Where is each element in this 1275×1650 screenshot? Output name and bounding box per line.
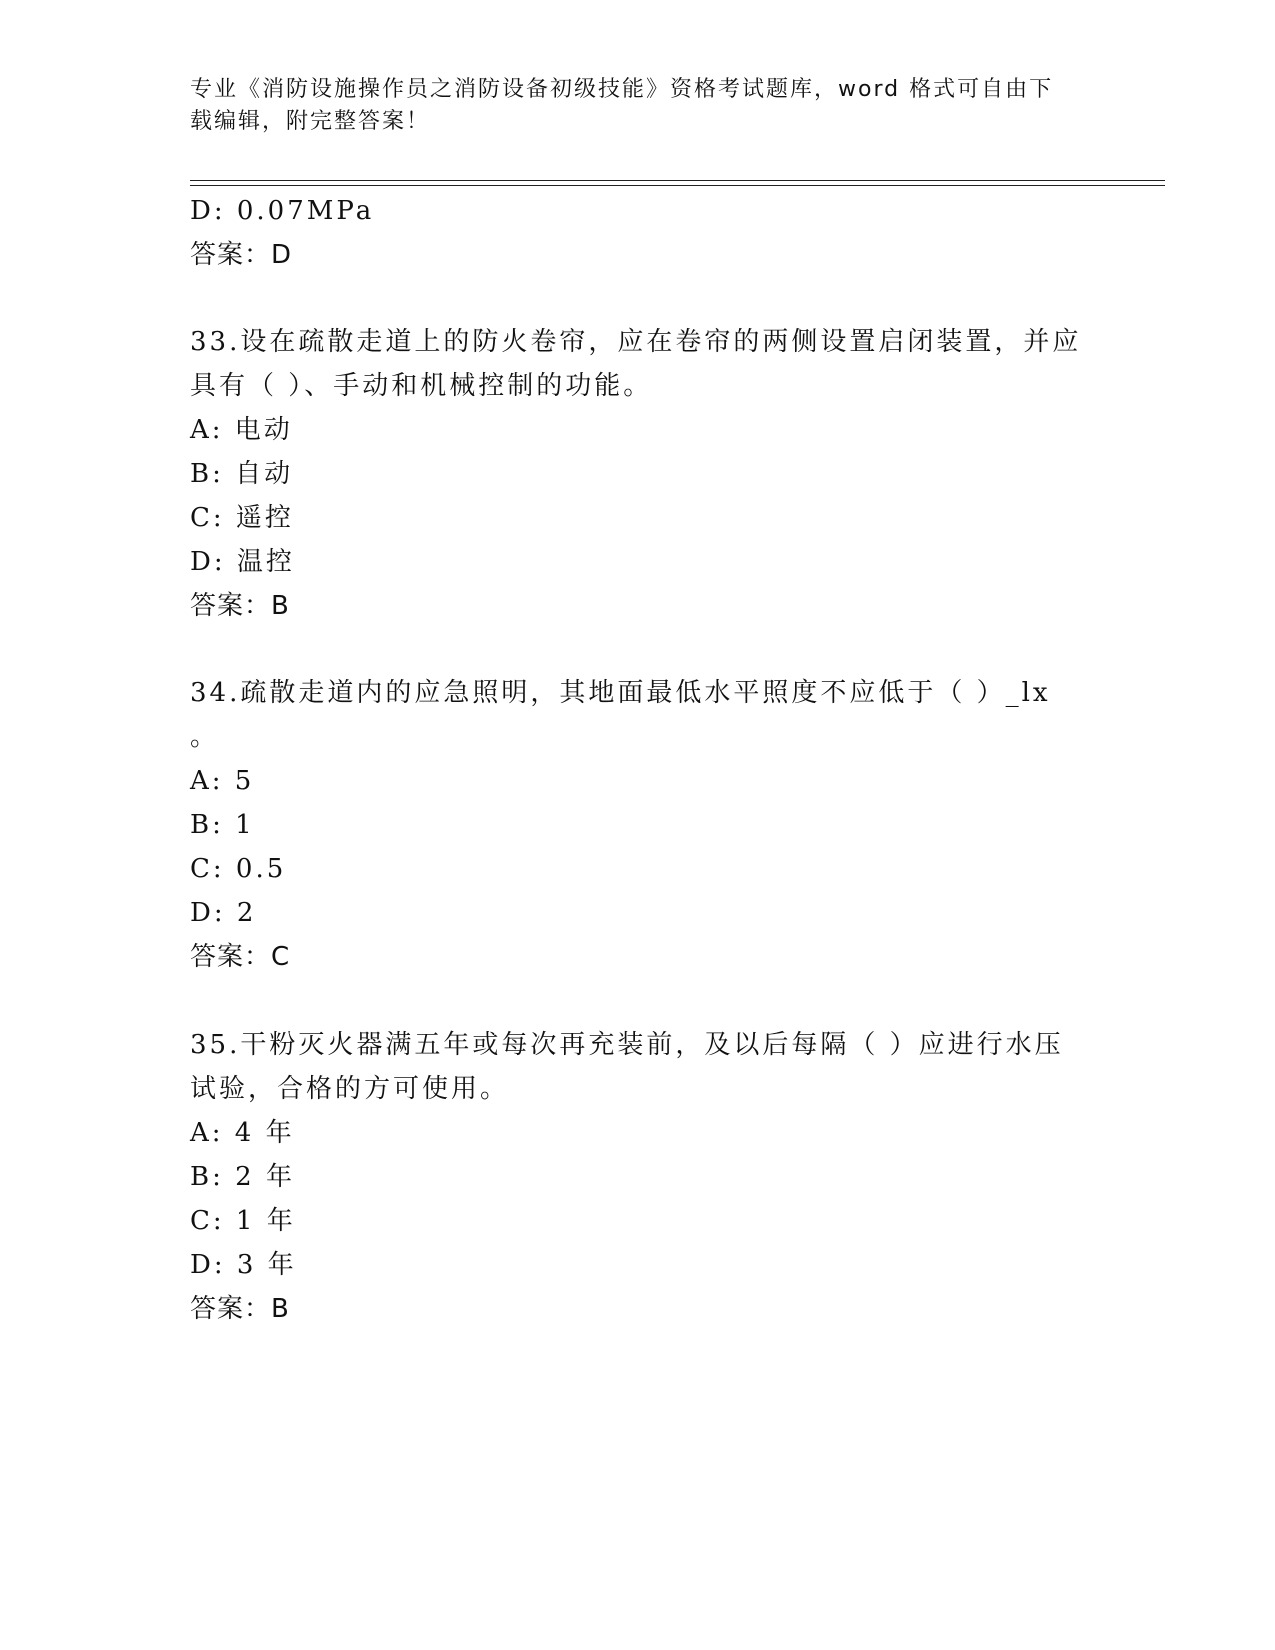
q33-text-line-1: 33.设在疏散走道上的防火卷帘，应在卷帘的两侧设置启闭装置，并应 xyxy=(190,327,1082,357)
q34-option-c: C: 0.5 xyxy=(190,854,287,884)
header-divider-bottom xyxy=(190,185,1165,186)
q35-option-c: C: 1 年 xyxy=(190,1206,296,1236)
prev-option-d: D: 0.07MPa xyxy=(190,196,375,226)
q33-text-line-2: 具有（ ）、手动和机械控制的功能。 xyxy=(190,371,653,401)
q35-option-b: B: 2 年 xyxy=(190,1162,295,1192)
q35-option-d: D: 3 年 xyxy=(190,1250,297,1280)
q34-text-line-2: 。 xyxy=(190,722,220,752)
q34-option-a: A: 5 xyxy=(190,766,255,796)
q34-answer: 答案：C xyxy=(190,942,291,972)
document-header xyxy=(190,74,1090,138)
header-line-2: 载编辑，附完整答案！ xyxy=(190,109,431,134)
q34-option-b: B: 1 xyxy=(190,810,255,840)
header-line-1: 专业《消防设施操作员之消防设备初级技能》资格考试题库，word 格式可自由下 xyxy=(190,77,1054,102)
q35-answer: 答案：B xyxy=(190,1294,290,1324)
q33-option-b: B: 自动 xyxy=(190,459,294,489)
q34-text-line-1: 34.疏散走道内的应急照明，其地面最低水平照度不应低于（ ）_lx xyxy=(190,678,1051,708)
q34-option-d: D: 2 xyxy=(190,898,257,928)
q35-text-line-1: 35.干粉灭火器满五年或每次再充装前，及以后每隔（ ）应进行水压 xyxy=(190,1030,1064,1060)
q33-answer: 答案：B xyxy=(190,591,290,621)
q33-option-c: C: 遥控 xyxy=(190,503,294,533)
prev-answer: 答案：D xyxy=(190,240,293,270)
q35-option-a: A: 4 年 xyxy=(190,1118,295,1148)
q33-option-d: D: 温控 xyxy=(190,547,295,577)
q33-option-a: A: 电动 xyxy=(190,415,293,445)
header-divider-top xyxy=(190,180,1165,181)
q35-text-line-2: 试验，合格的方可使用。 xyxy=(190,1074,510,1104)
